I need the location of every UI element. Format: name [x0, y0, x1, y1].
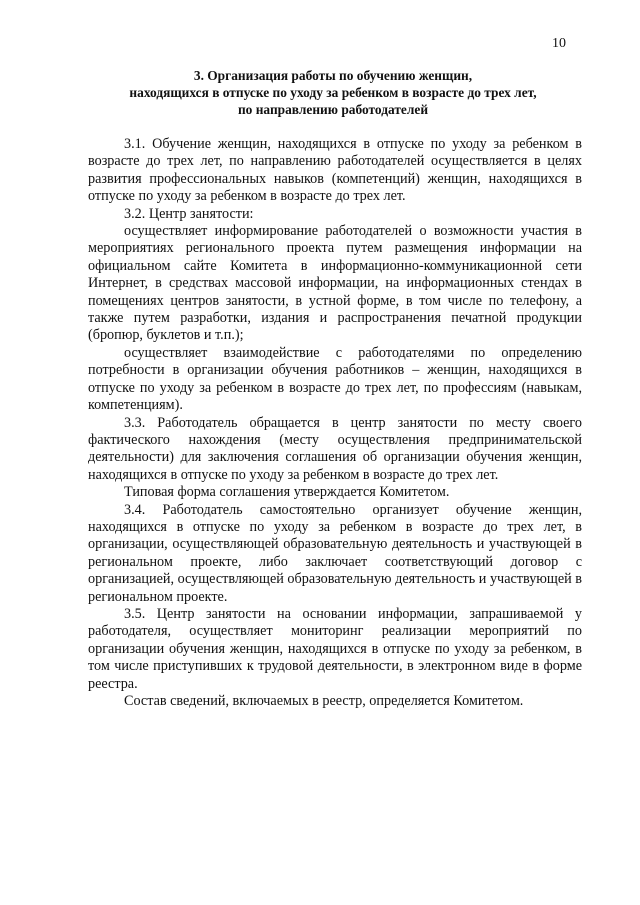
section-heading-line-2: находящихся в отпуске по уходу за ребенком в возрасте до трех лет, [129, 85, 537, 100]
paragraph-registry: Состав сведений, включаемых в реестр, определяется Комитетом. [124, 693, 524, 709]
paragraph-3-1: 3.1. Обучение женщин, находящихся в отпуске по уходу за ребенком в возрасте до трех лет, по направлению работодателей осуществляется в целях развития профессиональных навыков (компетенций) женщин, находящихся в отпуске по уходу за ребенком в возрасте до трех лет. [88, 136, 582, 205]
paragraph-3-5: 3.5. Центр занятости на основании информации, запрашиваемой у работодателя, осуществляет мониторинг реализации мероприятий по организации обучения женщин, находящихся в отпуске по уходу за ребенком, в том числе приступивших к трудовой деятельности, в электронном виде в форме реестра. [88, 605, 582, 692]
section-body [88, 136, 582, 710]
paragraph-3-2-interaction: осуществляет взаимодействие с работодателями по определению потребности в организации обучения работников – женщин, находящихся в отпуске по уходу за ребенком в возрасте до трех лет, по профессиям (навыкам, компетенциям). [88, 344, 582, 414]
section-heading-line-1: 3. Организация работы по обучению женщин, [193, 68, 473, 83]
section-heading-line-3: по направлению работодателей [237, 102, 429, 117]
page-number: 10 [552, 36, 566, 51]
paragraph-3-2-informing: осуществляет информирование работодателей о возможности участия в мероприятиях регионального проекта путем размещения информации на официальном сайте Комитета в информационно-коммуникационной сети Интернет, в средствах массовой информации, на информационных стендах в помещениях центров занятости, в устной форме, в том числе по телефону, а также путем разработки, издания и распространения печатной продукции (бропюр, буклетов и т.п.); [88, 223, 582, 344]
paragraph-3-4: 3.4. Работодатель самостоятельно организует обучение женщин, находящихся в отпуске по уходу за ребенком в возрасте до трех лет, в организации, осуществляющей образовательную деятельность и участвующей в региональном проекте, либо заключает соответствующий договор с организацией, осуществляющей образовательную деятельность и участвующей в региональном проекте. [88, 501, 582, 605]
section-heading [88, 67, 578, 118]
paragraph-3-2: 3.2. Центр занятости: [124, 205, 254, 222]
paragraph-agreement-form: Типовая форма соглашения утверждается Комитетом. [124, 484, 450, 501]
paragraph-3-3: 3.3. Работодатель обращается в центр занятости по месту своего фактического нахождения (месту осуществления предпринимательской деятельности) для заключения соглашения об организации обучения женщин, находящихся в отпуске по уходу за ребенком в возрасте до трех лет. [88, 414, 582, 483]
